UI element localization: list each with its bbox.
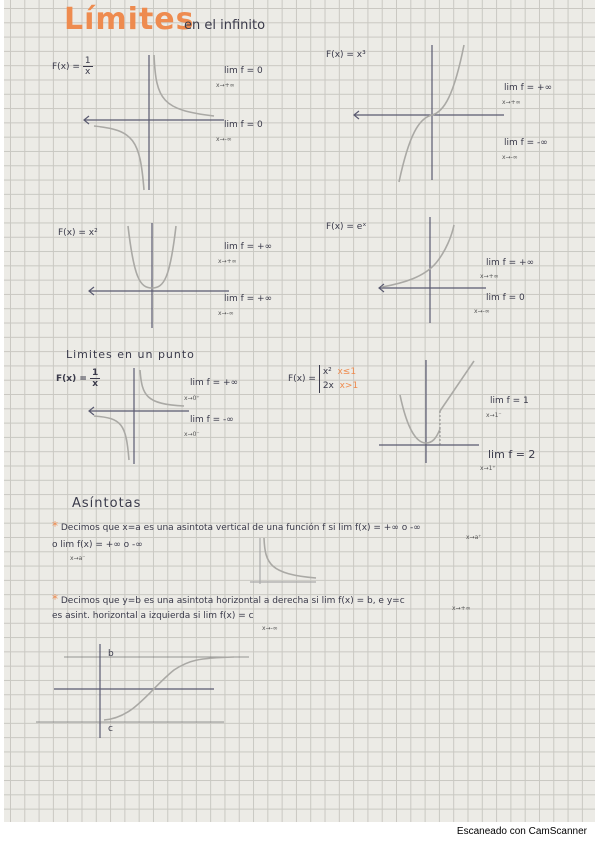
g5-function: F(x) = $\frac{1}{x}$ bbox=[56, 368, 99, 389]
g3-function: F(x) = x² bbox=[58, 228, 98, 238]
graph-piecewise bbox=[374, 355, 484, 465]
graph-x-cubed bbox=[344, 40, 514, 185]
graph-1-over-x-punto bbox=[84, 366, 194, 466]
g2-function: F(x) = x³ bbox=[326, 50, 366, 60]
asintota-vertical-sub1: x→a⁺ bbox=[466, 534, 482, 541]
graph-horizontal-asymptote bbox=[34, 640, 254, 740]
g2-limit-2-sub: x→-∞ bbox=[502, 154, 518, 161]
g6-limit-2-sub: x→1⁺ bbox=[480, 465, 496, 472]
asintota-vertical-line1: * Decimos que x=a es una asintota vertical de una función f si lim f(x) = +∞ o -∞ bbox=[52, 519, 421, 533]
g2-limit-1: lim f = +∞ bbox=[504, 83, 553, 93]
section-heading-punto: Limites en un punto bbox=[66, 348, 195, 361]
g3-limit-2: lim f = +∞ bbox=[224, 294, 273, 304]
g6-limit-2: lim f = 2 bbox=[488, 448, 536, 461]
graph-1-over-x bbox=[74, 50, 234, 195]
g4-limit-1-sub: x→+∞ bbox=[480, 273, 499, 280]
asintota-horizontal-line2: es asint. horizontal a izquierda si lim f(x) = c bbox=[52, 611, 254, 621]
g5-limit-1: lim f = +∞ bbox=[190, 378, 239, 388]
g6-limit-1-sub: x→1⁻ bbox=[486, 412, 502, 419]
g2-limit-2: lim f = -∞ bbox=[504, 138, 548, 148]
g4-limit-2: lim f = 0 bbox=[486, 293, 525, 303]
asintota-horizontal-sub2: x→-∞ bbox=[262, 625, 278, 632]
g4-function: F(x) = eˣ bbox=[326, 222, 367, 232]
asintota-horizontal-line1: * Decimos que y=b es una asintota horizontal a derecha si lim f(x) = b, e y=c bbox=[52, 592, 405, 606]
g5-limit-2: lim f = -∞ bbox=[190, 415, 234, 425]
graph-x-squared bbox=[84, 218, 234, 330]
g1-limit-1-sub: x→+∞ bbox=[216, 82, 235, 89]
g2-limit-1-sub: x→+∞ bbox=[502, 99, 521, 106]
g4-limit-1: lim f = +∞ bbox=[486, 258, 535, 268]
g1-limit-1: lim f = 0 bbox=[224, 66, 263, 76]
page-title: Límites bbox=[64, 2, 195, 37]
g1-function: F(x) = $\frac{1}{x}$ bbox=[52, 56, 91, 77]
g6-function: F(x) = x² x≤1 2x x>1 bbox=[288, 367, 359, 391]
label-b: b bbox=[108, 649, 114, 659]
asintota-vertical-line2: o lim f(x) = +∞ o -∞ bbox=[52, 540, 143, 550]
asintota-vertical-sub2: x→a⁻ bbox=[70, 555, 86, 562]
g3-limit-2-sub: x→-∞ bbox=[218, 310, 234, 317]
g6-limit-1: lim f = 1 bbox=[490, 396, 529, 406]
notebook-page bbox=[4, 0, 595, 822]
page-subtitle: en el infinito bbox=[184, 18, 266, 33]
g5-limit-2-sub: x→0⁻ bbox=[184, 431, 200, 438]
g1-limit-2-sub: x→-∞ bbox=[216, 136, 232, 143]
g4-limit-2-sub: x→-∞ bbox=[474, 308, 490, 315]
graph-vertical-asymptote bbox=[248, 534, 318, 588]
g5-limit-1-sub: x→0⁺ bbox=[184, 395, 200, 402]
section-heading-asintotas: Asíntotas bbox=[72, 496, 142, 511]
g3-limit-1: lim f = +∞ bbox=[224, 242, 273, 252]
g1-limit-2: lim f = 0 bbox=[224, 120, 263, 130]
asintota-horizontal-sub1: x→+∞ bbox=[452, 605, 471, 612]
g3-limit-1-sub: x→+∞ bbox=[218, 258, 237, 265]
scanner-watermark: Escaneado con CamScanner bbox=[456, 826, 587, 837]
label-c: c bbox=[108, 724, 113, 734]
